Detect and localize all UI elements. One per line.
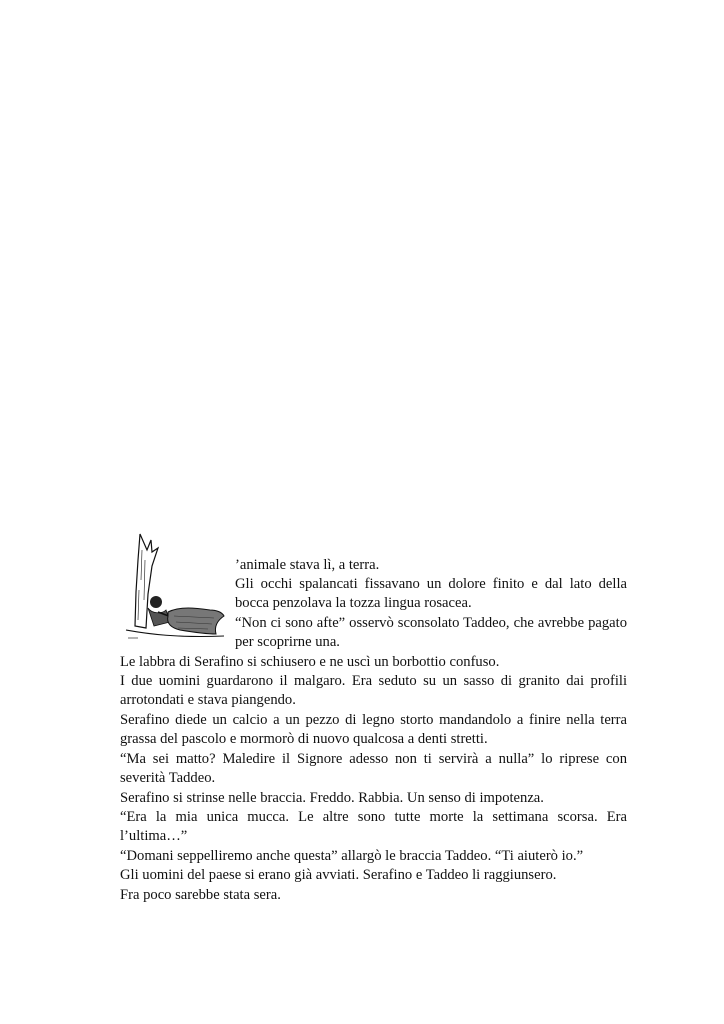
paragraph-9-line-2: l’ultima…” <box>120 828 188 844</box>
paragraph-4: Le labbra di Serafino si schiusero e ne uscì un borbottio confuso. <box>120 654 500 670</box>
paragraph-12: Fra poco sarebbe stata sera. <box>120 887 281 903</box>
paragraph-5-line-1: I due uomini guardarono il malgaro. Era seduto su un sasso di granito dai profili <box>120 673 627 689</box>
paragraph-2-line-2: bocca penzolava la tozza lingua rosacea. <box>235 595 472 611</box>
paragraph-3-line-1: “Non ci sono afte” osservò sconsolato Taddeo, che avrebbe pagato <box>235 615 627 631</box>
paragraph-7-line-2: severità Taddeo. <box>120 770 216 786</box>
paragraph-5-line-2: arrotondati e stava piangendo. <box>120 692 296 708</box>
paragraph-3-line-2: per scoprirne una. <box>235 634 340 650</box>
paragraph-8: Serafino si strinse nelle braccia. Freddo. Rabbia. Un senso di impotenza. <box>120 790 544 806</box>
paragraph-11: Gli uomini del paese si erano già avviati. Serafino e Taddeo li raggiunsero. <box>120 867 557 883</box>
paragraph-1: ’animale stava lì, a terra. <box>235 557 380 573</box>
paragraph-2-line-1: Gli occhi spalancati fissavano un dolore finito e dal lato della <box>235 576 627 592</box>
drop-cap-illustration <box>118 530 230 646</box>
paragraph-9-line-1: “Era la mia unica mucca. Le altre sono tutte morte la settimana scorsa. Era <box>120 809 627 825</box>
paragraph-6-line-1: Serafino diede un calcio a un pezzo di legno storto mandandolo a finire nella terra <box>120 712 627 728</box>
paragraph-7-line-1: “Ma sei matto? Maledire il Signore adesso non ti servirà a nulla” lo riprese con <box>120 751 627 767</box>
paragraph-10: “Domani seppelliremo anche questa” allargò le braccia Taddeo. “Ti aiuterò io.” <box>120 848 584 864</box>
paragraph-6-line-2: grassa del pascolo e mormorò di nuovo qualcosa a denti stretti. <box>120 731 488 747</box>
